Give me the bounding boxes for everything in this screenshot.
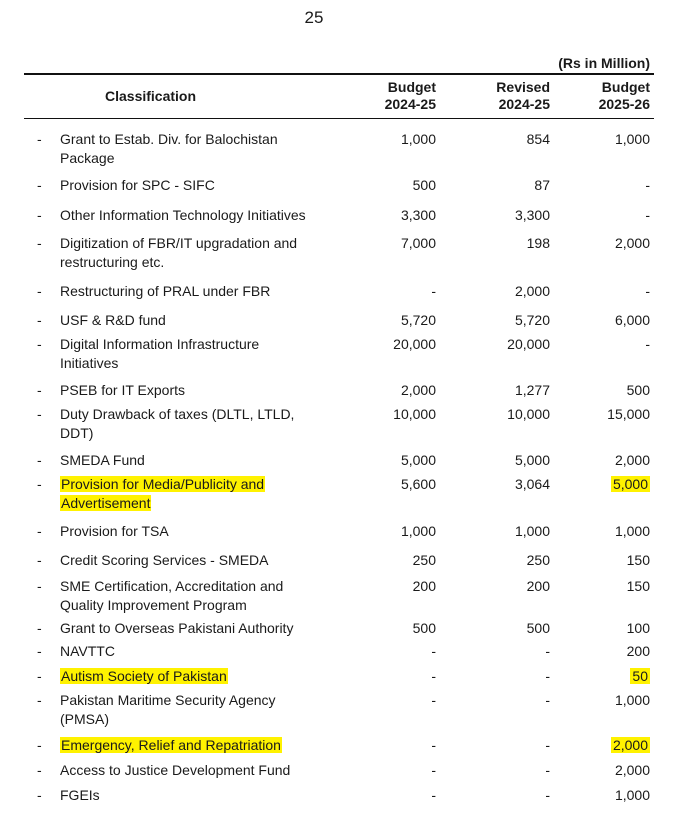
row-value-revised-2024-25 [450,405,550,424]
row-value-budget-2024-25 [336,475,436,494]
row-value-revised-2024-25-text: 5,000 [514,452,550,468]
row-value-budget-2024-25 [336,282,436,301]
row-classification-line: Credit Scoring Services - SMEDA [60,552,269,568]
row-bullet-dash: - [37,336,42,352]
row-classification-line: USF & R&D fund [60,312,166,328]
header-classification: Classification [105,88,197,104]
row-classification-line: Grant to Overseas Pakistani Authority [60,620,294,636]
row-bullet-dash: - [37,643,42,659]
row-value-budget-2024-25-text: - [431,668,436,684]
row-bullet-dash: - [37,207,42,223]
row-classification-line: Quality Improvement Program [60,597,247,613]
row-classification [60,176,350,195]
row-value-revised-2024-25 [450,761,550,780]
row-value-revised-2024-25-text: - [545,643,550,659]
row-classification-line: restructuring etc. [60,254,165,270]
row-classification [60,551,350,570]
row-bullet-dash: - [37,476,42,492]
row-classification-line: Access to Justice Development Fund [60,762,291,778]
row-classification-line: Package [60,150,115,166]
row-value-budget-2024-25-text: 500 [412,177,436,193]
row-classification-line: SME Certification, Accreditation and [60,578,284,594]
row-value-budget-2025-26 [550,206,650,225]
row-value-revised-2024-25-text: 500 [526,620,550,636]
row-value-budget-2025-26-text: 1,000 [614,523,650,539]
row-value-budget-2025-26 [550,619,650,638]
row-value-revised-2024-25 [450,667,550,686]
row-value-budget-2024-25 [336,667,436,686]
row-value-budget-2025-26-text: 6,000 [614,312,650,328]
row-value-budget-2024-25-text: 7,000 [400,235,436,251]
row-value-revised-2024-25 [450,176,550,195]
header-budget-2025-26-line2: 2025-26 [598,96,650,112]
table-top-rule [24,73,654,75]
row-value-budget-2024-25 [336,642,436,661]
row-value-revised-2024-25 [450,381,550,400]
row-value-budget-2025-26-text: 150 [626,578,650,594]
row-value-budget-2024-25-text: 500 [412,620,436,636]
row-value-revised-2024-25-text: 1,277 [514,382,550,398]
row-value-budget-2025-26 [550,311,650,330]
row-value-revised-2024-25 [450,691,550,710]
row-value-revised-2024-25-text: 200 [526,578,550,594]
row-bullet-dash: - [37,283,42,299]
header-revised-2024-25 [496,79,550,113]
row-value-budget-2025-26-text: 1,000 [614,787,650,803]
row-bullet-dash: - [37,177,42,193]
row-classification-line: Emergency, Relief and Repatriation [61,737,281,753]
header-budget-2024-25 [385,79,436,113]
header-revised-2024-25-line1: Revised [496,79,550,95]
row-value-budget-2025-26-text: 5,000 [612,476,648,492]
row-value-revised-2024-25 [450,282,550,301]
row-value-budget-2025-26 [550,381,650,400]
row-value-budget-2024-25 [336,405,436,424]
row-value-budget-2025-26 [550,130,650,149]
row-classification-line: Provision for SPC - SIFC [60,177,215,193]
row-bullet-dash: - [37,452,42,468]
row-value-revised-2024-25 [450,311,550,330]
row-value-budget-2024-25-text: 20,000 [393,336,436,352]
table-header-rule [24,118,654,119]
row-classification [60,736,350,755]
row-value-budget-2024-25-text: 10,000 [393,406,436,422]
row-classification [60,451,350,470]
row-classification [60,577,350,615]
row-value-budget-2024-25-text: 5,600 [400,476,436,492]
row-classification-line: Advertisement [61,495,151,511]
row-classification-line: Provision for TSA [60,523,169,539]
row-value-budget-2024-25 [336,130,436,149]
row-value-budget-2025-26 [550,335,650,354]
row-value-budget-2025-26-text: 15,000 [607,406,650,422]
row-value-revised-2024-25 [450,736,550,755]
row-classification-line: Digital Information Infrastructure [60,336,260,352]
row-value-revised-2024-25 [450,786,550,805]
row-value-revised-2024-25 [450,642,550,661]
row-value-budget-2025-26-text: - [645,283,650,299]
row-value-revised-2024-25-text: 2,000 [514,283,550,299]
row-value-budget-2025-26 [550,761,650,780]
row-value-revised-2024-25 [450,619,550,638]
header-budget-2024-25-line2: 2024-25 [384,96,436,112]
row-value-budget-2025-26-text: 200 [626,643,650,659]
row-value-revised-2024-25-text: 10,000 [507,406,550,422]
row-classification [60,206,350,225]
row-value-revised-2024-25 [450,206,550,225]
row-classification [60,761,350,780]
row-value-revised-2024-25-text: - [545,668,550,684]
row-value-budget-2024-25-text: 3,300 [400,207,436,223]
row-value-revised-2024-25-text: - [545,762,550,778]
row-value-revised-2024-25-text: 3,064 [514,476,550,492]
row-classification [60,405,350,443]
row-value-budget-2024-25-text: - [431,737,436,753]
row-value-budget-2025-26-text: - [645,336,650,352]
row-bullet-dash: - [37,620,42,636]
row-bullet-dash: - [37,131,42,147]
row-bullet-dash: - [37,406,42,422]
header-budget-2025-26-line1: Budget [601,79,650,95]
row-value-budget-2024-25-text: 1,000 [400,131,436,147]
row-classification [60,130,350,168]
row-value-budget-2025-26-text: 2,000 [614,762,650,778]
row-value-budget-2024-25-text: 250 [412,552,436,568]
row-value-budget-2024-25 [336,736,436,755]
row-value-budget-2024-25 [336,761,436,780]
row-classification [60,786,350,805]
row-value-budget-2024-25-text: 2,000 [400,382,436,398]
row-classification [60,642,350,661]
row-value-budget-2024-25-text: 5,000 [400,452,436,468]
row-value-budget-2024-25-text: - [431,787,436,803]
row-classification-line: Provision for Media/Publicity and [61,476,265,492]
header-revised-2024-25-line2: 2024-25 [498,96,550,112]
row-value-budget-2025-26 [550,405,650,424]
row-value-budget-2024-25-text: - [431,643,436,659]
row-value-revised-2024-25 [450,475,550,494]
row-value-budget-2024-25 [336,311,436,330]
row-bullet-dash: - [37,737,42,753]
row-value-budget-2024-25-text: 5,720 [400,312,436,328]
row-value-budget-2025-26 [550,475,650,494]
row-classification-line: DDT) [60,425,94,441]
row-bullet-dash: - [37,312,42,328]
row-bullet-dash: - [37,235,42,251]
row-bullet-dash: - [37,578,42,594]
row-value-budget-2024-25-text: 1,000 [400,523,436,539]
row-value-budget-2025-26 [550,577,650,596]
row-value-budget-2025-26 [550,282,650,301]
row-value-budget-2024-25 [336,619,436,638]
row-classification [60,667,350,686]
row-bullet-dash: - [37,762,42,778]
row-classification-line: Duty Drawback of taxes (DLTL, LTLD, [60,406,295,422]
row-value-budget-2024-25 [336,786,436,805]
row-value-budget-2025-26-text: 2,000 [614,235,650,251]
row-bullet-dash: - [37,668,42,684]
header-budget-2025-26 [599,79,650,113]
row-value-revised-2024-25-text: 5,720 [514,312,550,328]
row-value-revised-2024-25 [450,335,550,354]
row-value-budget-2025-26-text: 150 [626,552,650,568]
row-value-budget-2024-25 [336,691,436,710]
row-classification-line: Initiatives [60,355,119,371]
row-value-budget-2025-26-text: 500 [626,382,650,398]
row-value-revised-2024-25 [450,130,550,149]
row-value-budget-2024-25 [336,551,436,570]
row-value-revised-2024-25-text: 20,000 [507,336,550,352]
row-classification-line: Digitization of FBR/IT upgradation and [60,235,298,251]
row-value-budget-2025-26 [550,736,650,755]
units-label: (Rs in Million) [558,55,650,71]
row-classification [60,619,350,638]
row-value-budget-2024-25 [336,335,436,354]
row-value-revised-2024-25 [450,522,550,541]
header-budget-2024-25-line1: Budget [387,79,436,95]
row-value-revised-2024-25-text: 1,000 [514,523,550,539]
row-value-revised-2024-25-text: 854 [526,131,550,147]
row-value-budget-2025-26-text: 50 [632,668,648,684]
row-value-budget-2025-26-text: 100 [626,620,650,636]
row-classification [60,311,350,330]
row-value-budget-2025-26 [550,691,650,710]
row-value-revised-2024-25-text: - [545,692,550,708]
row-value-budget-2025-26-text: - [645,207,650,223]
row-classification-line: NAVTTC [60,643,115,659]
row-classification-line: Autism Society of Pakistan [61,668,227,684]
row-classification-line: (PMSA) [60,711,109,727]
row-value-revised-2024-25 [450,577,550,596]
row-value-budget-2024-25-text: 200 [412,578,436,594]
row-value-budget-2024-25-text: - [431,692,436,708]
row-value-budget-2024-25-text: - [431,762,436,778]
row-value-budget-2025-26-text: 2,000 [612,737,648,753]
row-value-revised-2024-25-text: - [545,787,550,803]
row-classification [60,282,350,301]
row-classification [60,522,350,541]
row-value-budget-2025-26 [550,176,650,195]
row-bullet-dash: - [37,692,42,708]
row-bullet-dash: - [37,552,42,568]
row-value-revised-2024-25-text: 3,300 [514,207,550,223]
row-classification [60,234,350,272]
row-value-budget-2025-26 [550,522,650,541]
row-value-revised-2024-25-text: 198 [526,235,550,251]
row-classification-line: Pakistan Maritime Security Agency [60,692,276,708]
row-value-budget-2024-25-text: - [431,283,436,299]
row-value-budget-2025-26-text: 1,000 [614,131,650,147]
row-value-budget-2024-25 [336,176,436,195]
row-value-budget-2025-26 [550,642,650,661]
row-value-revised-2024-25 [450,451,550,470]
row-classification-line: FGEIs [60,787,100,803]
row-value-budget-2024-25 [336,381,436,400]
row-classification [60,691,350,729]
row-value-budget-2025-26 [550,667,650,686]
row-classification [60,475,350,513]
row-value-revised-2024-25 [450,234,550,253]
row-value-budget-2025-26-text: 1,000 [614,692,650,708]
row-value-budget-2025-26-text: - [645,177,650,193]
row-value-budget-2024-25 [336,451,436,470]
row-classification-line: Other Information Technology Initiatives [60,207,306,223]
row-value-budget-2025-26 [550,786,650,805]
row-value-budget-2025-26 [550,451,650,470]
page-number: 25 [304,8,324,27]
row-value-budget-2024-25 [336,206,436,225]
row-classification-line: Grant to Estab. Div. for Balochistan [60,131,278,147]
row-value-budget-2025-26 [550,234,650,253]
row-classification-line: Restructuring of PRAL under FBR [60,283,271,299]
row-bullet-dash: - [37,382,42,398]
row-value-budget-2025-26 [550,551,650,570]
row-bullet-dash: - [37,523,42,539]
row-classification [60,335,350,373]
row-value-budget-2024-25 [336,234,436,253]
row-value-revised-2024-25-text: - [545,737,550,753]
row-bullet-dash: - [37,787,42,803]
row-value-revised-2024-25-text: 87 [534,177,550,193]
row-value-budget-2025-26-text: 2,000 [614,452,650,468]
row-value-revised-2024-25-text: 250 [526,552,550,568]
row-classification-line: PSEB for IT Exports [60,382,186,398]
row-value-revised-2024-25 [450,551,550,570]
row-classification [60,381,350,400]
row-value-budget-2024-25 [336,577,436,596]
row-value-budget-2024-25 [336,522,436,541]
row-classification-line: SMEDA Fund [60,452,145,468]
